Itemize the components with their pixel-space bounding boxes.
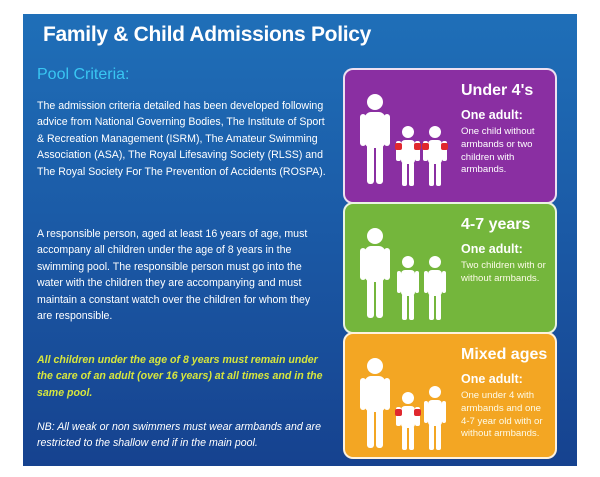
children-supervision-notice: All children under the age of 8 years must remain under the care of an adult (over 16 years) at all times and in the same pool. [37, 354, 323, 399]
responsible-person-paragraph: A responsible person, aged at least 16 years of age, must accompany all children under the age of 8 years in the swimming pool. The responsible person must go into the water with the children they are accompanying and must maintain a constant watch over the children for whom they are responsible. [37, 228, 311, 323]
poster-title: Family & Child Admissions Policy [43, 23, 372, 46]
card-mixed-ages [343, 332, 557, 459]
card-description: Two children with or without armbands. [461, 260, 546, 284]
adult-two-children-armbands-icon [355, 92, 455, 192]
card-subtitle: One adult: [461, 372, 523, 386]
card-subtitle: One adult: [461, 242, 523, 256]
card-4-7-years [343, 202, 557, 334]
adult-mixed-children-icon [355, 356, 455, 456]
adult-two-children-icon [355, 226, 455, 326]
card-description: One child without armbands or two children with armbands. [461, 126, 535, 176]
card-subtitle: One adult: [461, 108, 523, 122]
card-title: 4-7 years [461, 216, 531, 233]
card-under-4s [343, 68, 557, 204]
criteria-paragraph: The admission criteria detailed has been developed following advice from National Governing Bodies, The Institute of Sport & Recreation Management (ISRM), The Amateur Swimming Association (ASA), The Royal Lifesaving Society (RLSS) and The Royal Society For The Prevention of Accidents (ROSPA). [37, 100, 326, 178]
policy-poster [23, 14, 577, 466]
pool-criteria-heading: Pool Criteria: [37, 66, 130, 83]
card-title: Mixed ages [461, 346, 548, 363]
card-title: Under 4's [461, 82, 534, 99]
card-description: One under 4 with armbands and one 4-7 year old with or without armbands. [461, 390, 543, 440]
armbands-note: NB: All weak or non swimmers must wear armbands and are restricted to the shallow end if in the main pool. [37, 421, 321, 450]
